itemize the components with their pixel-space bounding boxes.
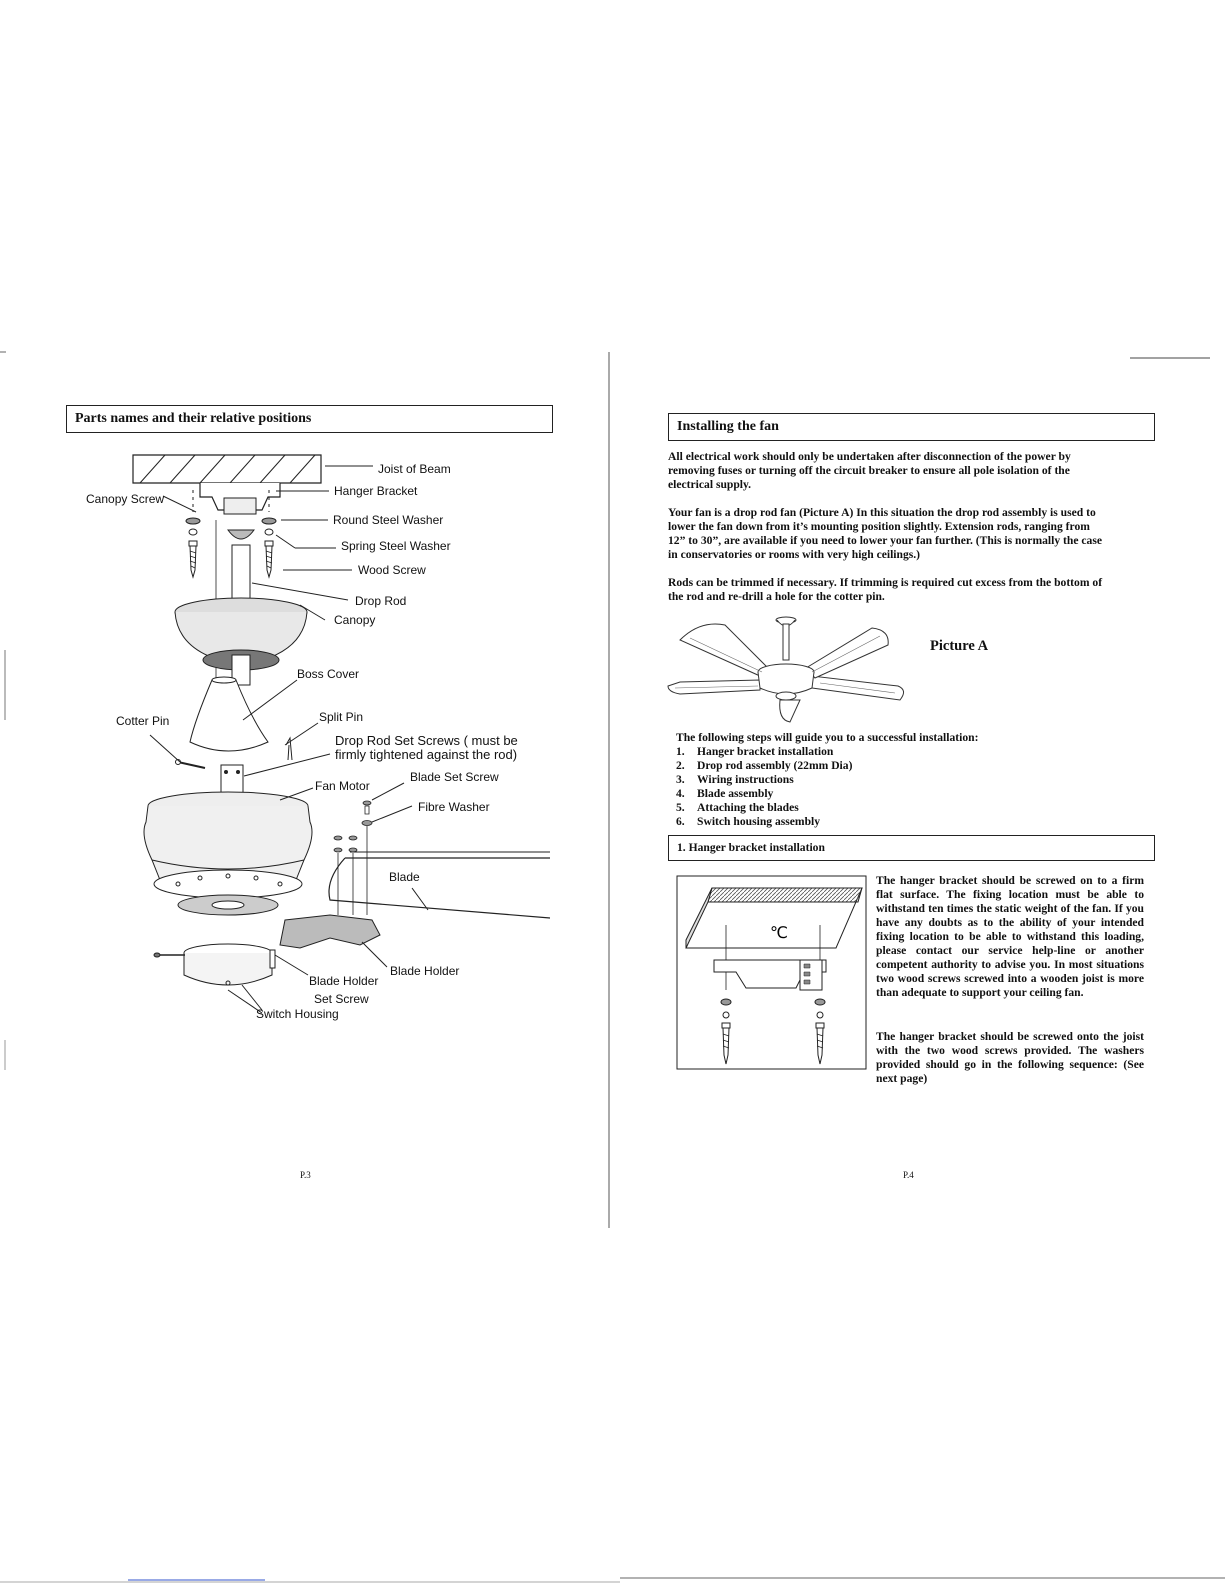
- label-drop-rod-set-screws-2: firmly tightened against the rod): [335, 747, 518, 762]
- label-drop-rod: Drop Rod: [355, 594, 407, 608]
- label-spring-steel-washer: Spring Steel Washer: [341, 539, 451, 553]
- label-fibre-washer: Fibre Washer: [418, 800, 490, 814]
- list-item: 6. Switch housing assembly: [676, 815, 821, 828]
- paragraph-electrical-safety: All electrical work should only be undertaken after disconnection of the power by removing fuses or turning off the circuit breaker to ensure all pole isolation of the electrical supply.: [668, 450, 1071, 491]
- hanger-paragraph-2: The hanger bracket should be screwed onto the joist with the two wood screws provided. The washers provided should go in the following sequence: (See next page): [876, 1030, 1144, 1085]
- page-number-left: P.3: [300, 1170, 311, 1180]
- paragraph-drop-rod-fan: Your fan is a drop rod fan (Picture A) In this situation the drop rod assembly is used to lower the fan down from it’s mounting position slightly. Extension rods, ranging from 12” to 30”, are available if you need to lower your fan further. (This is normally the case in conservatories or rooms with very high ceilings.): [668, 506, 1102, 561]
- label-blade-holder-set-screw-2: Set Screw: [314, 992, 369, 1006]
- label-blade: Blade: [389, 870, 420, 884]
- steps-intro: The following steps will guide you to a successful installation:: [676, 731, 979, 744]
- picture-a-caption: Picture A: [930, 638, 989, 654]
- label-round-steel-washer: Round Steel Washer: [333, 513, 444, 527]
- parts-section-title: Parts names and their relative positions: [66, 405, 553, 433]
- label-boss-cover: Boss Cover: [297, 667, 360, 681]
- label-canopy: Canopy: [334, 613, 376, 627]
- label-joist-of-beam: Joist of Beam: [378, 462, 451, 476]
- label-cotter-pin: Cotter Pin: [116, 714, 170, 728]
- paragraph-trim-rods: Rods can be trimmed if necessary. If trimming is required cut excess from the bottom of the rod and re-drill a hole for the cotter pin.: [668, 576, 1103, 603]
- label-split-pin: Split Pin: [319, 710, 364, 724]
- label-drop-rod-set-screws-1: Drop Rod Set Screws ( must be: [335, 733, 518, 748]
- picture-a-fan-illustration: [665, 612, 915, 724]
- label-blade-set-screw: Blade Set Screw: [410, 770, 499, 784]
- page-number-right: P.4: [903, 1170, 914, 1180]
- list-item: 4. Blade assembly: [676, 787, 774, 800]
- label-canopy-screw: Canopy Screw: [86, 492, 165, 506]
- label-wood-screw: Wood Screw: [358, 563, 426, 577]
- list-item: 2. Drop rod assembly (22mm Dia): [676, 759, 853, 772]
- label-blade-holder-right: Blade Holder: [390, 964, 460, 978]
- label-blade-holder-set-screw-1: Blade Holder: [309, 974, 379, 988]
- hanger-bracket-illustration: [676, 875, 868, 1071]
- list-item: 5. Attaching the blades: [676, 801, 799, 814]
- list-item: 3. Wiring instructions: [676, 773, 794, 786]
- installing-section-title: Installing the fan: [668, 413, 1155, 441]
- label-switch-housing: Switch Housing: [256, 1007, 339, 1021]
- installation-steps-list: [676, 745, 976, 829]
- list-item: 1. Hanger bracket installation: [676, 745, 834, 758]
- label-fan-motor: Fan Motor: [315, 779, 370, 793]
- hanger-bracket-subsection-title: 1. Hanger bracket installation: [668, 835, 1155, 861]
- label-hanger-bracket: Hanger Bracket: [334, 484, 418, 498]
- hanger-paragraph-1: The hanger bracket should be screwed on to a firm flat surface. The fixing location must be able to withstand ten times the static weight of the fan. If you have any doubts as to the ability of your intended fixing location to be able to withstand this loading, please contact our service help-line or another competent authority to advise you. In most situations two wood screws screwed into a wooden joist is more than adequate to support your ceiling fan.: [876, 874, 1144, 999]
- svg-text:℃: ℃: [770, 923, 788, 942]
